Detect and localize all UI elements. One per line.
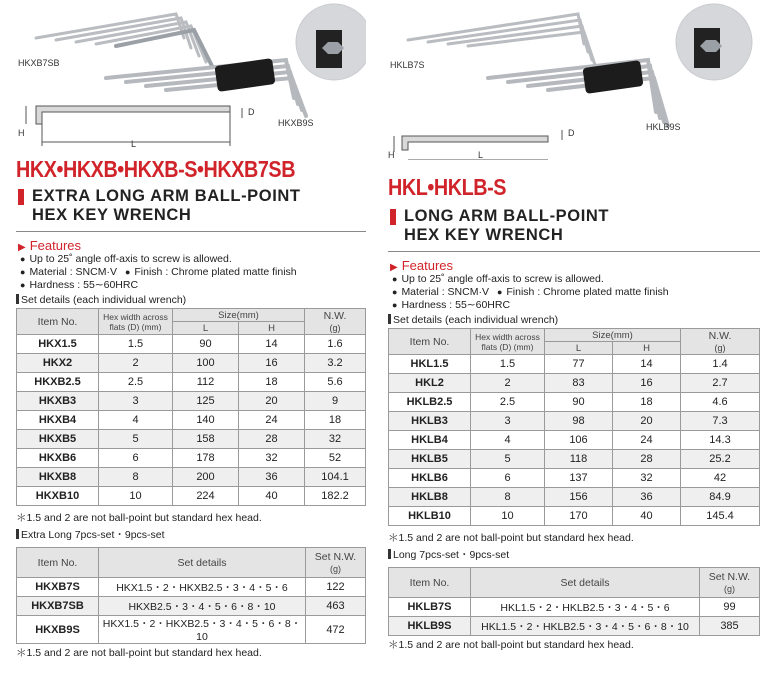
cell-l: 125 <box>173 392 239 411</box>
product-photo-area <box>388 0 760 160</box>
divider <box>388 251 760 252</box>
cell-nw: 472 <box>306 616 366 644</box>
cell-hex: 10 <box>471 507 545 526</box>
cell-item: HKLB7S <box>389 598 471 617</box>
cell-details: HKL1.5・2・HKLB2.5・3・4・5・6 <box>471 598 700 617</box>
cell-l: 90 <box>545 393 613 412</box>
cell-h: 24 <box>613 431 681 450</box>
cell-hex: 6 <box>99 449 173 468</box>
bullet-icon: ● <box>392 300 398 310</box>
cell-hex: 2 <box>471 374 545 393</box>
cell-nw: 385 <box>700 617 760 636</box>
cell-item: HKXB3 <box>17 392 99 411</box>
cell-h: 18 <box>613 393 681 412</box>
table-row <box>389 598 760 617</box>
col-nw: N.W. (g) <box>681 329 760 355</box>
feature-item: ● Material : SNCM·V ● Finish : Chrome plated matte finish <box>392 286 669 298</box>
cell-item: HKXB9S <box>17 616 99 644</box>
product-title: HKX•HKXB•HKXB-S•HKXB7SB <box>16 156 296 182</box>
features-heading: ▶ Features <box>390 258 454 273</box>
cell-l: 77 <box>545 355 613 374</box>
subtitle-line-2: HEX KEY WRENCH <box>404 226 564 244</box>
cell-item: HKLB9S <box>389 617 471 636</box>
cell-hex: 8 <box>99 468 173 487</box>
dim-l-label: L <box>131 139 137 149</box>
left-product-column <box>16 0 366 660</box>
col-item: Item No. <box>389 329 471 355</box>
table-row <box>389 450 760 469</box>
cell-l: 83 <box>545 374 613 393</box>
table-row <box>17 578 366 597</box>
subtitle-line-1: LONG ARM BALL-POINT <box>404 207 610 225</box>
cell-details: HKX1.5・2・HKXB2.5・3・4・5・6・8・10 <box>99 616 306 644</box>
cell-item: HKLB3 <box>389 412 471 431</box>
cell-item: HKLB6 <box>389 469 471 488</box>
subtitle-line-1: EXTRA LONG ARM BALL-POINT <box>32 187 301 205</box>
footnote: ＊1.5 and 2 are not ball-point but standard hex head. <box>16 647 262 659</box>
cell-nw: 1.6 <box>305 335 366 354</box>
bullet-icon: ● <box>392 274 398 284</box>
cell-item: HKLB4 <box>389 431 471 450</box>
set9-label: HKLB9S <box>646 122 681 132</box>
cell-h: 20 <box>239 392 305 411</box>
table-row <box>17 616 366 644</box>
cell-l: 118 <box>545 450 613 469</box>
cell-h: 36 <box>239 468 305 487</box>
col-hex: Hex width across flats (D) (mm) <box>99 309 173 335</box>
cell-nw: 7.3 <box>681 412 760 431</box>
cell-item: HKL1.5 <box>389 355 471 374</box>
feature-item: ● Material : SNCM·V ● Finish : Chrome plated matte finish <box>20 266 297 278</box>
cell-hex: 10 <box>99 487 173 506</box>
spec-table <box>16 308 366 506</box>
cell-nw: 463 <box>306 597 366 616</box>
cell-nw: 14.3 <box>681 431 760 450</box>
table-row <box>17 354 366 373</box>
cell-nw: 84.9 <box>681 488 760 507</box>
cell-item: HKLB10 <box>389 507 471 526</box>
dim-h-label: H <box>388 150 395 160</box>
col-details: Set details <box>99 548 306 578</box>
cell-l: 158 <box>173 430 239 449</box>
col-l: L <box>545 342 613 355</box>
col-details: Set details <box>471 568 700 598</box>
dim-d-label: D <box>568 128 575 138</box>
col-h: H <box>613 342 681 355</box>
cell-h: 40 <box>239 487 305 506</box>
cell-item: HKX1.5 <box>17 335 99 354</box>
accent-bar <box>390 209 396 225</box>
product-title: HKL•HKLB-S <box>388 174 506 200</box>
table-row <box>389 469 760 488</box>
table-row <box>389 431 760 450</box>
cell-h: 20 <box>613 412 681 431</box>
table-row <box>389 617 760 636</box>
cell-hex: 6 <box>471 469 545 488</box>
table-row <box>17 335 366 354</box>
cell-h: 32 <box>239 449 305 468</box>
footnote: ＊1.5 and 2 are not ball-point but standard hex head. <box>388 532 634 544</box>
cell-l: 112 <box>173 373 239 392</box>
col-size: Size(mm) <box>173 309 305 322</box>
cell-l: 170 <box>545 507 613 526</box>
bullet-icon: ● <box>20 254 26 264</box>
footnote: ＊1.5 and 2 are not ball-point but standard hex head. <box>388 639 634 651</box>
cell-h: 16 <box>239 354 305 373</box>
cell-l: 178 <box>173 449 239 468</box>
cell-nw: 1.4 <box>681 355 760 374</box>
cell-nw: 52 <box>305 449 366 468</box>
set7-label: HKXB7SB <box>18 58 60 68</box>
table-row <box>389 488 760 507</box>
col-hex: Hex width across flats (D) (mm) <box>471 329 545 355</box>
cell-hex: 5 <box>99 430 173 449</box>
cell-h: 14 <box>239 335 305 354</box>
cell-nw: 2.7 <box>681 374 760 393</box>
cell-nw: 99 <box>700 598 760 617</box>
set-heading: Long 7pcs-set・9pcs-set <box>388 547 760 562</box>
cell-nw: 32 <box>305 430 366 449</box>
product-subtitle <box>16 187 366 225</box>
cell-item: HKXB6 <box>17 449 99 468</box>
cell-h: 32 <box>613 469 681 488</box>
cell-nw: 9 <box>305 392 366 411</box>
cell-h: 18 <box>239 373 305 392</box>
cell-h: 36 <box>613 488 681 507</box>
cell-l: 106 <box>545 431 613 450</box>
cell-nw: 122 <box>306 578 366 597</box>
cell-l: 98 <box>545 412 613 431</box>
cell-hex: 3 <box>471 412 545 431</box>
subtitle-line-2: HEX KEY WRENCH <box>32 206 192 224</box>
col-size: Size(mm) <box>545 329 681 342</box>
cell-nw: 3.2 <box>305 354 366 373</box>
cell-hex: 5 <box>471 450 545 469</box>
bullet-icon: ● <box>124 267 131 277</box>
cell-details: HKL1.5・2・HKLB2.5・3・4・5・6・8・10 <box>471 617 700 636</box>
set-table <box>388 567 760 636</box>
product-subtitle <box>388 207 760 245</box>
dim-d-label: D <box>248 107 255 117</box>
product-photo-area <box>16 0 366 150</box>
cell-nw: 25.2 <box>681 450 760 469</box>
feature-item: ● Hardness : 55∼60HRC <box>392 299 511 311</box>
table-row <box>17 597 366 616</box>
cell-h: 28 <box>239 430 305 449</box>
col-l: L <box>173 322 239 335</box>
table-row <box>17 487 366 506</box>
cell-item: HKXB5 <box>17 430 99 449</box>
table-row <box>17 392 366 411</box>
cell-item: HKXB7SB <box>17 597 99 616</box>
dim-h-label: H <box>18 128 25 138</box>
cell-nw: 104.1 <box>305 468 366 487</box>
col-nw: N.W. (g) <box>305 309 366 335</box>
cell-item: HKLB2.5 <box>389 393 471 412</box>
cell-nw: 5.6 <box>305 373 366 392</box>
set-table <box>16 547 366 644</box>
set9-label: HKXB9S <box>278 118 314 128</box>
spec-table <box>388 328 760 526</box>
table-row <box>17 468 366 487</box>
col-item: Item No. <box>389 568 471 598</box>
cell-item: HKXB7S <box>17 578 99 597</box>
feature-item: ● Up to 25˚ angle off-axis to screw is allowed. <box>392 273 604 285</box>
dim-l-label: L <box>478 150 484 160</box>
col-item: Item No. <box>17 309 99 335</box>
cell-nw: 18 <box>305 411 366 430</box>
table-row <box>389 507 760 526</box>
footnote: ＊1.5 and 2 are not ball-point but standard hex head. <box>16 512 262 524</box>
cell-item: HKX2 <box>17 354 99 373</box>
cell-l: 140 <box>173 411 239 430</box>
cell-h: 28 <box>613 450 681 469</box>
cell-nw: 182.2 <box>305 487 366 506</box>
triangle-icon: ▶ <box>390 262 398 273</box>
set-details-heading: Set details (each individual wrench) <box>388 314 760 326</box>
col-item: Item No. <box>17 548 99 578</box>
cell-l: 137 <box>545 469 613 488</box>
bullet-icon: ● <box>496 287 503 297</box>
accent-bar <box>18 189 24 205</box>
set-heading: Extra Long 7pcs-set・9pcs-set <box>16 527 366 542</box>
col-h: H <box>239 322 305 335</box>
table-row <box>389 412 760 431</box>
cell-hex: 3 <box>99 392 173 411</box>
cell-item: HKXB4 <box>17 411 99 430</box>
cell-h: 40 <box>613 507 681 526</box>
table-row <box>17 430 366 449</box>
cell-item: HKXB8 <box>17 468 99 487</box>
cell-h: 14 <box>613 355 681 374</box>
cell-l: 156 <box>545 488 613 507</box>
triangle-icon: ▶ <box>18 242 26 253</box>
set7-label: HKLB7S <box>390 60 425 70</box>
cell-nw: 42 <box>681 469 760 488</box>
cell-item: HKXB10 <box>17 487 99 506</box>
cell-hex: 1.5 <box>471 355 545 374</box>
table-row <box>389 374 760 393</box>
cell-h: 16 <box>613 374 681 393</box>
col-set-nw: Set N.W. (g) <box>306 548 366 578</box>
table-row <box>17 449 366 468</box>
cell-item: HKXB2.5 <box>17 373 99 392</box>
cell-l: 100 <box>173 354 239 373</box>
cell-h: 24 <box>239 411 305 430</box>
right-product-column <box>388 0 760 652</box>
cell-item: HKLB8 <box>389 488 471 507</box>
set-details-heading: Set details (each individual wrench) <box>16 294 366 306</box>
cell-hex: 4 <box>99 411 173 430</box>
cell-hex: 2.5 <box>99 373 173 392</box>
table-row <box>17 373 366 392</box>
table-row <box>389 355 760 374</box>
cell-hex: 8 <box>471 488 545 507</box>
cell-hex: 1.5 <box>99 335 173 354</box>
cell-details: HKX1.5・2・HKXB2.5・3・4・5・6 <box>99 578 306 597</box>
table-row <box>17 411 366 430</box>
divider <box>16 231 366 232</box>
features-heading: ▶ Features <box>18 238 82 253</box>
bullet-icon: ● <box>392 287 398 297</box>
cell-l: 200 <box>173 468 239 487</box>
col-set-nw: Set N.W. (g) <box>700 568 760 598</box>
bullet-icon: ● <box>20 267 26 277</box>
cell-hex: 4 <box>471 431 545 450</box>
cell-hex: 2 <box>99 354 173 373</box>
bullet-icon: ● <box>20 280 26 290</box>
cell-hex: 2.5 <box>471 393 545 412</box>
holder-shape <box>214 58 275 92</box>
cell-details: HKXB2.5・3・4・5・6・8・10 <box>99 597 306 616</box>
feature-item: ● Up to 25˚ angle off-axis to screw is allowed. <box>20 253 232 265</box>
cell-item: HKLB5 <box>389 450 471 469</box>
cell-nw: 4.6 <box>681 393 760 412</box>
feature-item: ● Hardness : 55∼60HRC <box>20 279 139 291</box>
cell-l: 90 <box>173 335 239 354</box>
cell-l: 224 <box>173 487 239 506</box>
cell-item: HKL2 <box>389 374 471 393</box>
cell-nw: 145.4 <box>681 507 760 526</box>
table-row <box>389 393 760 412</box>
